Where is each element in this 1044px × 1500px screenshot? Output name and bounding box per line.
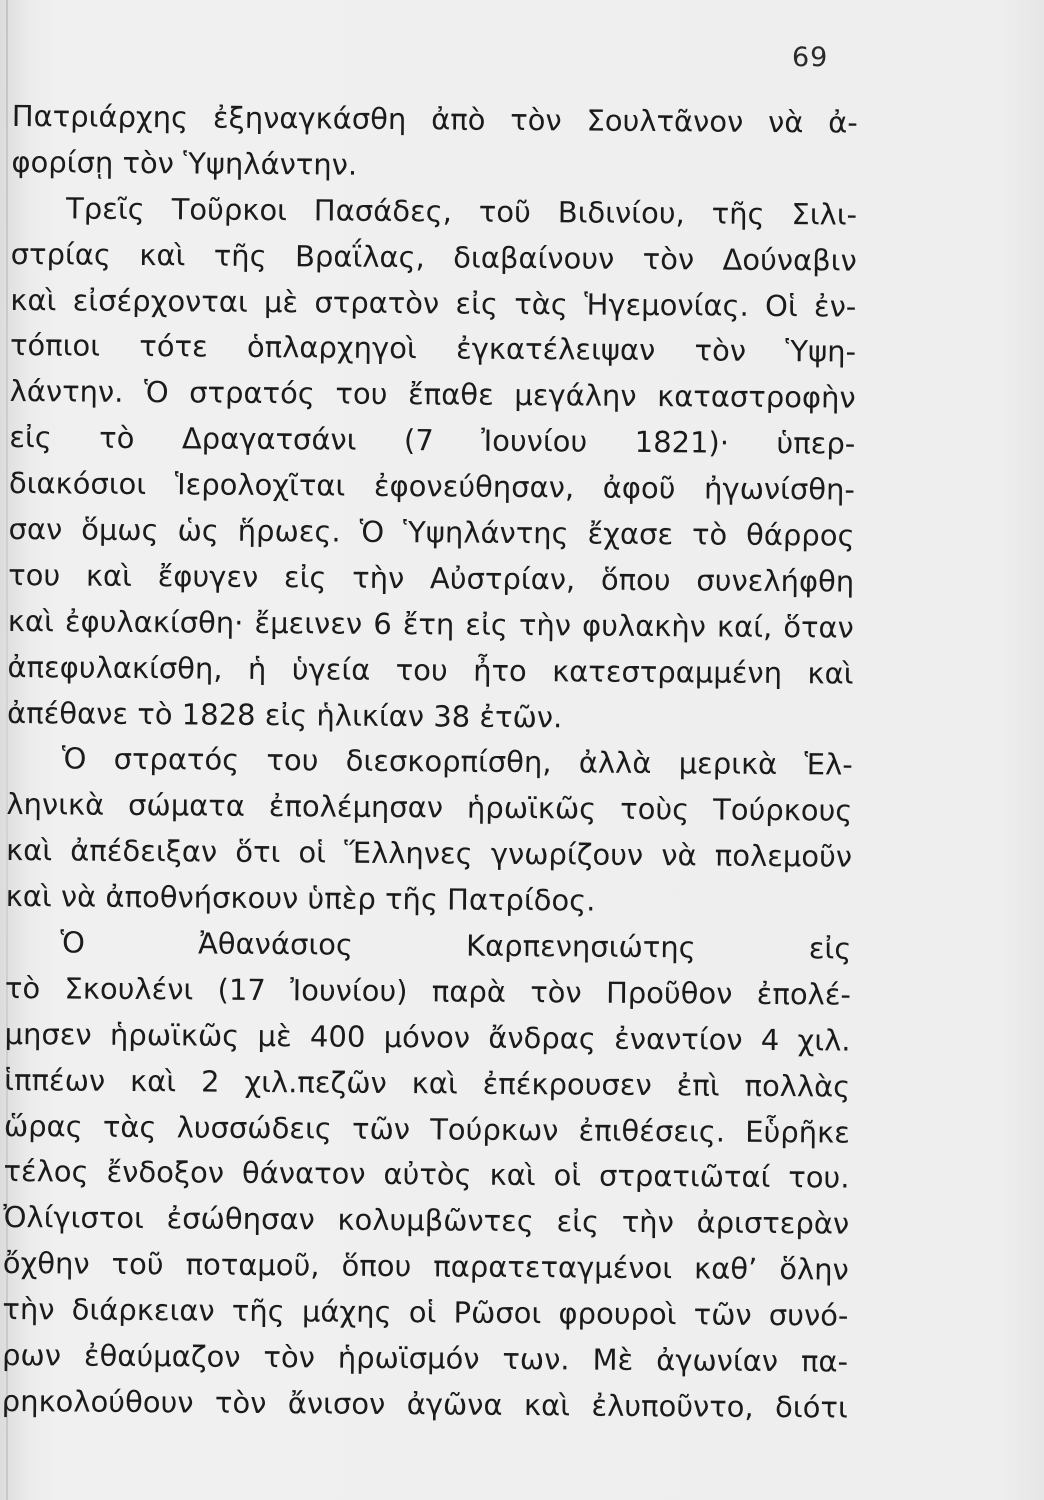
body-text <box>2 94 858 1431</box>
text-line: ρων ἐθαύμαζον τὸν ἡρωϊσμόν των. Μὲ ἀγωνίαν πα- <box>1 1338 849 1379</box>
text-line: ἀπεφυλακίσθη, ἡ ὑγεία του ἦτο κατεστραμμένη καὶ <box>7 649 854 691</box>
text-line: του καὶ ἔφυγεν εἰς τὴν Αὐστρίαν, ὅπου συνελήφθη <box>8 557 855 599</box>
text-line: Πατριάρχης ἐξηναγκάσθη ἀπὸ τὸν Σουλτᾶνον νὰ ἀ- <box>11 98 858 140</box>
text-line: ἱππέων καὶ 2 χιλ.πεζῶν καὶ ἐπέκρουσεν ἐπὶ πολλὰς <box>4 1062 851 1104</box>
text-line: ὄχθην τοῦ ποταμοῦ, ὅπου παρατεταγμένοι καθ’ ὅλην <box>2 1246 849 1287</box>
text-line: ὥρας τὰς λυσσώδεις τῶν Τούρκων ἐπιθέσεις. Εὗρῆκε <box>3 1108 851 1150</box>
text-line: ἀπέθανε τὸ 1828 εἰς ἡλικίαν 38 ἐτῶν. <box>7 695 563 734</box>
text-line: τὴν διάρκειαν τῆς μάχης οἱ Ρῶσοι φρουροὶ τῶν συνό- <box>2 1292 849 1333</box>
text-line: Ὁ στρατός του διεσκορπίσθη, ἀλλὰ μερικὰ Ἑλ- <box>61 741 853 783</box>
text-line: τὸ Σκουλένι (17 Ἰουνίου) παρὰ τὸν Προῦθον ἐπολέ- <box>4 970 852 1012</box>
text-line: ληνικὰ σώματα ἐπολέμησαν ἡρωϊκῶς τοὺς Τούρκους <box>6 787 853 828</box>
text-line: τόπιοι τότε ὁπλαρχηγοὶ ἐγκατέλειψαν τὸν Ὑψη- <box>9 328 857 370</box>
text-line: εἰς τὸ Δραγατσάνι (7 Ἰουνίου 1821)· ὑπερ- <box>9 420 856 461</box>
text-line: διακόσιοι Ἱερολοχῖται ἐφονεύθησαν, ἀφοῦ ἠγωνίσθη- <box>8 466 856 507</box>
text-line: Τρεῖς Τοῦρκοι Πασάδες, τοῦ Βιδινίου, τῆς Σιλι- <box>65 191 858 232</box>
page-number: 69 <box>792 42 829 73</box>
text-line: φορίσῃ τὸν Ὑψηλάντην. <box>11 144 358 182</box>
text-line: μησεν ἡρωϊκῶς μὲ 400 μόνον ἄνδρας ἐναντίον 4 χιλ. <box>4 1016 851 1058</box>
text-line: σαν ὅμως ὡς ἥρωες. Ὁ Ὑψηλάντης ἔχασε τὸ θάρρος <box>8 512 855 553</box>
text-line: τέλος ἔνδοξον θάνατον αὐτὸς καὶ οἱ στρατιῶταί του. <box>3 1154 850 1196</box>
text-line: λάντην. Ὁ στρατός του ἔπαθε μεγάλην καταστροφὴν <box>9 374 856 415</box>
text-line: καὶ ἐφυλακίσθη· ἔμεινεν 6 ἔτη εἰς τὴν φυλακὴν καί, ὅταν <box>7 603 854 645</box>
text-line: καὶ νὰ ἀποθνήσκουν ὑπὲρ τῆς Πατρίδος. <box>5 879 596 918</box>
text-line: Ὁ Ἀθανάσιος Καρπενησιώτης εἰς <box>60 925 852 966</box>
text-line: στρίας καὶ τῆς Βραΐλας, διαβαίνουν τὸν Δούναβιν <box>10 236 857 278</box>
text-line: ρηκολούθουν τὸν ἄνισον ἀγῶνα καὶ ἐλυποῦντο, διότι <box>1 1383 848 1425</box>
text-line: καὶ εἰσέρχονται μὲ στρατὸν εἰς τὰς Ἡγεμονίας. Οἱ ἐν- <box>10 282 857 324</box>
text-line: Ὀλίγιστοι ἐσώθησαν κολυμβῶντες εἰς τὴν ἀριστερὰν <box>3 1200 850 1241</box>
text-line: καὶ ἀπέδειξαν ὅτι οἱ Ἕλληνες γνωρίζουν νὰ πολεμοῦν <box>5 833 853 874</box>
